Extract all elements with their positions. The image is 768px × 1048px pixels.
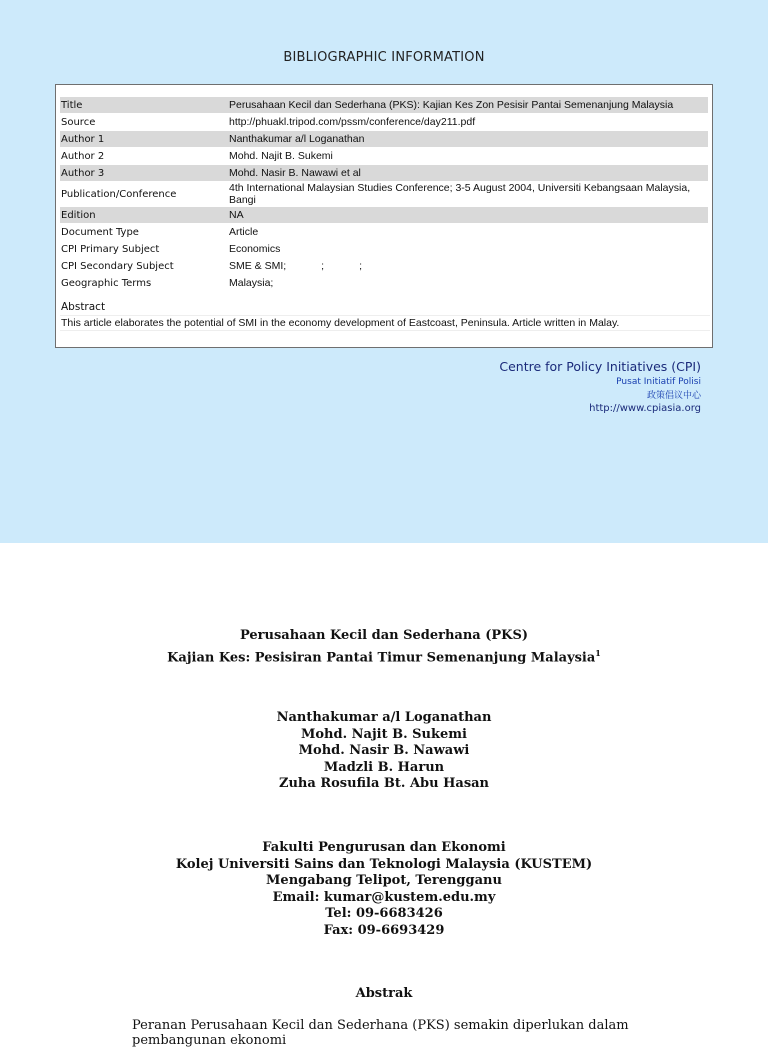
row-source: [60, 114, 708, 131]
row-label: Author 3: [61, 167, 105, 179]
paper-abstract-first-line-text: Peranan Perusahaan Kecil dan Sederhana (PKS) semakin diperlukan dalam pembangunan ekonomi: [132, 1018, 629, 1048]
email-line: Email: kumar@kustem.edu.my: [272, 889, 496, 905]
affiliation-line: Fakulti Pengurusan dan Ekonomi: [262, 840, 506, 855]
paper-abstract-heading: Abstrak: [355, 986, 413, 1001]
cpi-chinese-name: 政策倡议中心: [646, 391, 701, 401]
row-publication: [60, 182, 708, 207]
row-value: Mohd. Najit B. Sukemi: [229, 150, 333, 162]
author-name: Mohd. Nasir B. Nawawi: [298, 743, 470, 758]
row-label: CPI Secondary Subject: [61, 260, 174, 272]
author-name: Madzli B. Harun: [323, 759, 445, 775]
paper-title-line-2-text: Kajian Kes: Pesisiran Pantai Timur Semenanjung Malaysia: [167, 649, 596, 665]
row-value: Malaysia;: [229, 277, 274, 289]
paper-title-line-2: [0, 645, 768, 667]
row-label: Geographic Terms: [61, 277, 152, 289]
row-value: Nanthakumar a/l Loganathan: [229, 133, 365, 145]
source-link[interactable]: http://phuakl.tripod.com/pssm/conference/day211.pdf: [229, 116, 476, 128]
row-primary-subject: [60, 241, 708, 258]
row-edition: [60, 207, 708, 224]
bibliographic-table-box: [55, 84, 713, 348]
row-author-3: [60, 165, 708, 182]
row-value: Perusahaan Kecil dan Sederhana (PKS): Kajian Kes Zon Pesisir Pantai Semenanjung Malaysia: [229, 99, 674, 111]
row-value: Economics: [229, 243, 281, 255]
row-document-type: [60, 224, 708, 241]
row-label: Edition: [61, 209, 96, 221]
row-value: 4th International Malaysian Studies Conference; 3-5 August 2004, Universiti Kebangsaan Malaysia, Bangi: [229, 182, 691, 206]
fax-line: Fax: 09-6693429: [323, 922, 445, 938]
row-value: Mohd. Nasir B. Nawawi et al: [229, 167, 361, 179]
row-geographic-terms: [60, 275, 708, 292]
row-value: SME & SMI; ; ;: [229, 260, 363, 272]
row-value: Article: [229, 226, 259, 238]
row-label: Source: [61, 116, 96, 128]
author-name: Zuha Rosufila Bt. Abu Hasan: [278, 776, 490, 791]
abstract-label: Abstract: [61, 301, 106, 313]
row-label: Author 1: [61, 133, 105, 145]
paper-abstract-first-line: [132, 1018, 632, 1048]
row-label: CPI Primary Subject: [61, 243, 160, 255]
row-label: Document Type: [61, 226, 139, 238]
cpi-branding: [499, 359, 701, 414]
row-label: Title: [61, 99, 83, 111]
affiliation-line: Mengabang Telipot, Terengganu: [266, 873, 502, 888]
cpi-name: Centre for Policy Initiatives (CPI): [499, 359, 701, 374]
row-secondary-subject: [60, 258, 708, 275]
paper-authors: [0, 710, 768, 793]
row-title: [60, 97, 708, 114]
abstract-text: This article elaborates the potential of SMI in the economy development of Eastcoast, Peninsula. Article written in Malay.: [60, 315, 710, 331]
tel-line: Tel: 09-6683426: [325, 906, 443, 921]
author-name: Nanthakumar a/l Loganathan: [276, 710, 492, 725]
paper-affiliation: [0, 840, 768, 939]
affiliation-line: Kolej Universiti Sains dan Teknologi Malaysia (KUSTEM): [175, 856, 593, 872]
row-author-1: [60, 131, 708, 148]
author-name: Mohd. Najit B. Sukemi: [301, 726, 467, 742]
row-label: Author 2: [61, 150, 105, 162]
row-author-2: [60, 148, 708, 165]
footnote-mark: 1: [595, 647, 601, 658]
paper-title-line-1: Perusahaan Kecil dan Sederhana (PKS): [239, 628, 529, 643]
row-value: NA: [229, 209, 244, 221]
bibliographic-heading: BIBLIOGRAPHIC INFORMATION: [283, 50, 485, 65]
paper-title: [0, 628, 768, 666]
cpi-malay-name: Pusat Initiatif Polisi: [616, 377, 701, 387]
row-label: Publication/Conference: [61, 188, 177, 200]
bibliographic-table: [60, 97, 708, 292]
cpi-website-link[interactable]: http://www.cpiasia.org: [589, 403, 701, 414]
